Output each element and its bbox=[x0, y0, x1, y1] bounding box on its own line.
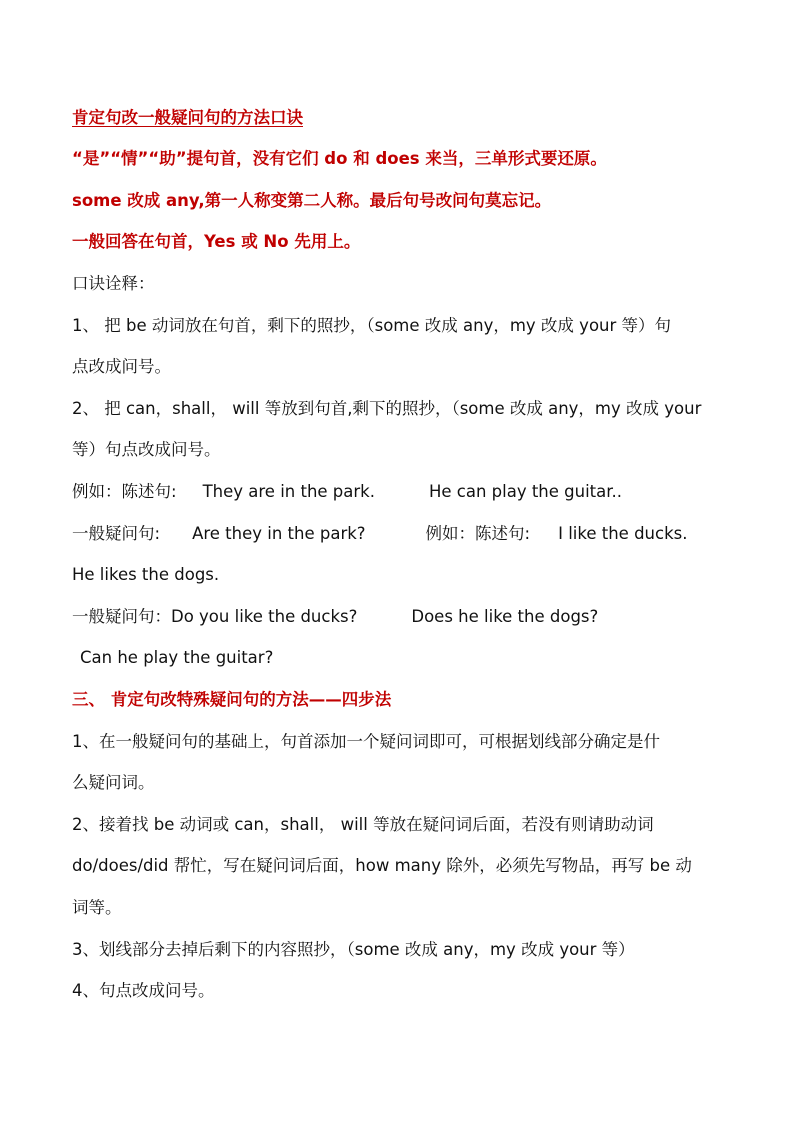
step2-line2: do/does/did 帮忙，写在疑问词后面，how many 除外，必须先写物品，再写 be 动 bbox=[72, 856, 692, 875]
item1-line2: 点改成问号。 bbox=[72, 357, 171, 376]
example-question-2: Do you like the ducks? bbox=[171, 607, 358, 626]
question-label-2: 一般疑问句： bbox=[72, 607, 171, 626]
example-question-3: Does he like the dogs? bbox=[411, 607, 599, 626]
example-sentence-4: He likes the dogs. bbox=[72, 565, 220, 584]
section3-heading: 三、 肯定句改特殊疑问句的方法——四步法 bbox=[72, 690, 392, 709]
item2-line1: 2、 把 can，shall， will 等放到句首,剩下的照抄，（some 改成 any，my 改成 your bbox=[72, 399, 702, 418]
example-statement-row bbox=[72, 481, 622, 503]
step4: 4、句点改成问号。 bbox=[72, 981, 215, 1000]
example-label-2: 例如：陈述句: bbox=[425, 524, 531, 543]
example-sentence-1: They are in the park. bbox=[202, 482, 375, 501]
step1-line1: 1、在一般疑问句的基础上，句首添加一个疑问词即可，可根据划线部分确定是什 bbox=[72, 732, 660, 751]
step2-line1: 2、接着找 be 动词或 can，shall， will 等放在疑问词后面，若没有则请助动词 bbox=[72, 815, 654, 834]
rhyme-line-2: some 改成 any,第一人称变第二人称。最后句号改问句莫忘记。 bbox=[72, 191, 552, 210]
example-sentence-3: I like the ducks. bbox=[558, 524, 688, 543]
example-question-4: Can he play the guitar? bbox=[80, 648, 274, 667]
example-question-row bbox=[72, 523, 687, 545]
explain-label: 口诀诠释： bbox=[72, 274, 155, 293]
step2-line3: 词等。 bbox=[72, 898, 122, 917]
item1-line1: 1、 把 be 动词放在句首，剩下的照抄，（some 改成 any，my 改成 your 等）句 bbox=[72, 316, 672, 335]
step1-line2: 么疑问词。 bbox=[72, 773, 155, 792]
question-label: 一般疑问句: bbox=[72, 524, 161, 543]
step3: 3、划线部分去掉后剩下的内容照抄，（some 改成 any，my 改成 your 等） bbox=[72, 940, 635, 959]
example-question-1: Are they in the park? bbox=[192, 524, 366, 543]
item2-line2: 等）句点改成问号。 bbox=[72, 440, 221, 459]
example-label: 例如：陈述句: bbox=[72, 482, 177, 501]
rhyme-line-3: 一般回答在句首，Yes 或 No 先用上。 bbox=[72, 232, 361, 251]
example-question-row-2 bbox=[72, 606, 598, 628]
rhyme-line-1: “是”“情”“助”提句首，没有它们 do 和 does 来当，三单形式要还原。 bbox=[72, 149, 607, 168]
heading-rhyme: 肯定句改一般疑问句的方法口诀 bbox=[72, 108, 303, 127]
example-sentence-2: He can play the guitar.. bbox=[428, 482, 623, 501]
